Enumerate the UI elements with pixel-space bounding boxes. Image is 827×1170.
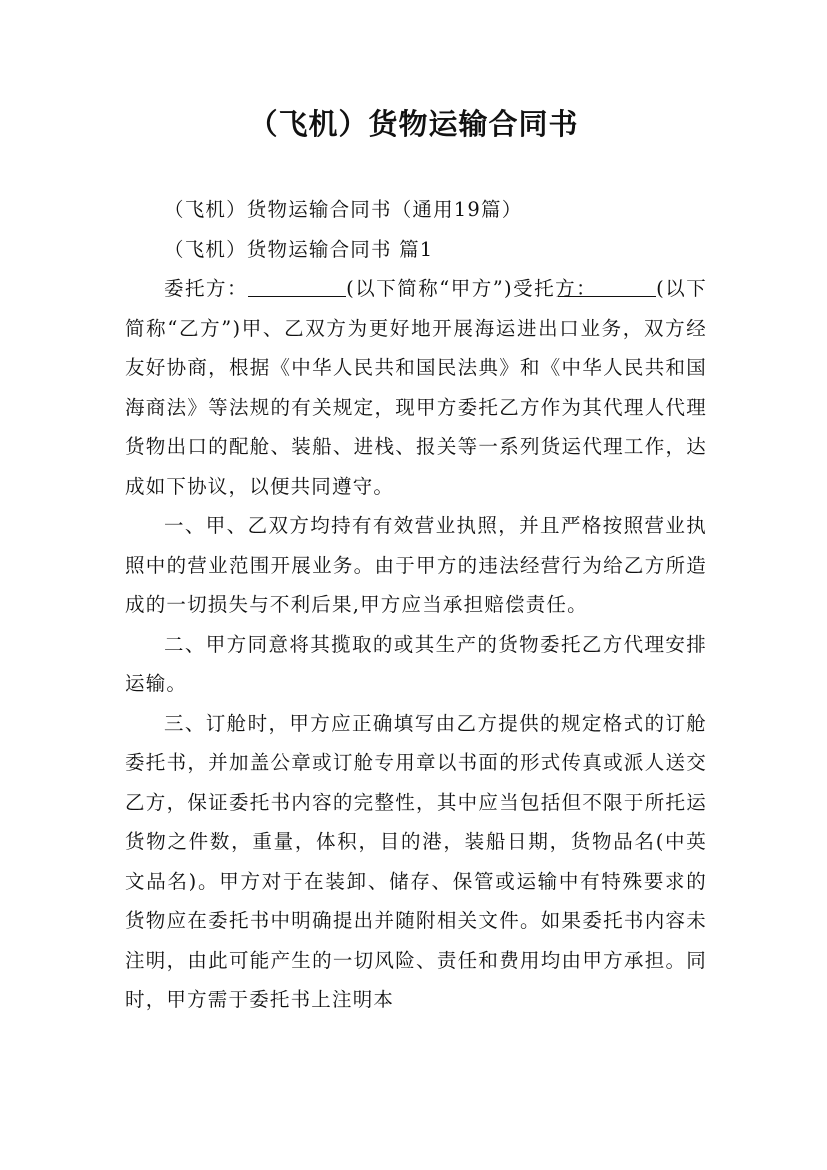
party-a-blank [248, 276, 346, 297]
clause-1: 一、甲、乙双方均持有有效营业执照，并且严格按照营业执照中的营业范围开展业务。由于甲方的违法经营行为给乙方所造成的一切损失与不利后果,甲方应当承担赔偿责任。 [125, 514, 707, 616]
clause-2: 二、甲方同意将其揽取的或其生产的货物委托乙方代理安排运输。 [125, 632, 707, 695]
party-a-label: 委托方： [164, 277, 249, 300]
party-paragraph [125, 269, 707, 506]
party-a-suffix: (以下简称“甲方”)受托方： [346, 277, 598, 300]
collection-heading: （飞机）货物运输合同书（通用19篇） [164, 198, 523, 221]
article-heading: （飞机）货物运输合同书 篇1 [164, 237, 434, 261]
party-b-blank [558, 276, 656, 297]
clause-3: 三、订舱时，甲方应正确填写由乙方提供的规定格式的订舱委托书，并加盖公章或订舱专用章以书面的形式传真或派人送交乙方，保证委托书内容的完整性，其中应当包括但不限于所托运货物之件数，重量，体积，目的港，装船日期，货物品名(中英文品名)。甲方对于在装卸、储存、保管或运输中有特殊要求的货物应在委托书中明确提出并随附相关文件。如果委托书内容未注明，由此可能产生的一切风险、责任和费用均由甲方承担。同时，甲方需于委托书上注明本 [125, 711, 707, 1011]
document-title: （飞机）货物运输合同书 [248, 107, 579, 141]
document-body [125, 190, 707, 1020]
party-b-suffix: (以下简称“乙方”)甲、乙双方为更好地开展海运进出口业务，双方经友好协商，根据《中华人民共和国民法典》和《中华人民共和国海商法》等法规的有关规定，现甲方委托乙方作为其代理人代理货物出口的配舱、装船、进栈、报关等一系列货运代理工作，达成如下协议，以便共同遵守。 [125, 277, 707, 498]
